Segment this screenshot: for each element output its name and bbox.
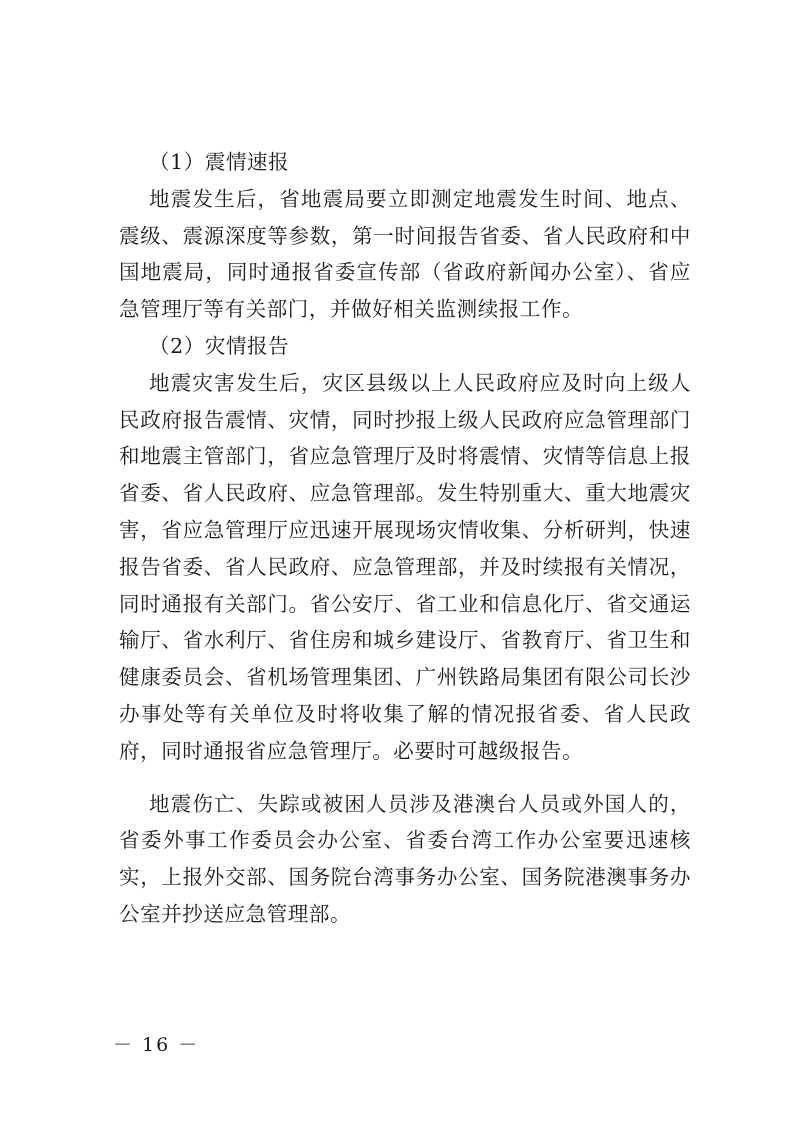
section-earthquake-quick-report <box>119 144 691 328</box>
section-heading: （2）灾情报告 <box>149 333 290 358</box>
document-body <box>119 144 691 933</box>
paragraph: 地震发生后，省地震局要立即测定地震发生时间、地点、震级、震源深度等参数，第一时间报告省委、省人民政府和中国地震局，同时通报省委宣传部（省政府新闻办公室）、省应急管理厅等有关部门，并做好相关监测续报工作。 <box>119 186 691 322</box>
page-number: － 16 － <box>113 1034 200 1056</box>
section-heading: （1）震情速报 <box>149 150 290 174</box>
paragraph: 地震灾害发生后，灾区县级以上人民政府应及时向上级人民政府报告震情、灾情，同时抄报上级人民政府应急管理部门和地震主管部门，省应急管理厅及时将震情、灾情等信息上报省委、省人民政府、应急管理部。发生特别重大、重大地震灾害，省应急管理厅应迅速开展现场灾情收集、分析研判，快速报告省委、省人民政府、应急管理部，并及时续报有关情况，同时通报有关部门。省公安厅、省工业和信息化厅、省交通运输厅、省水利厅、省住房和城乡建设厅、省教育厅、省卫生和健康委员会、省机场管理集团、广州铁路局集团有限公司长沙办事处等有关单位及时将收集了解的情况报省委、省人民政府，同时通报省应急管理厅。必要时可越级报告。 <box>119 370 691 763</box>
paragraph: 地震伤亡、失踪或被困人员涉及港澳台人员或外国人的，省委外事工作委员会办公室、省委台湾工作办公室要迅速核实，上报外交部、国务院台湾事务办公室、国务院港澳事务办公室并抄送应急管理部。 <box>119 791 691 926</box>
section-disaster-report <box>119 328 691 933</box>
